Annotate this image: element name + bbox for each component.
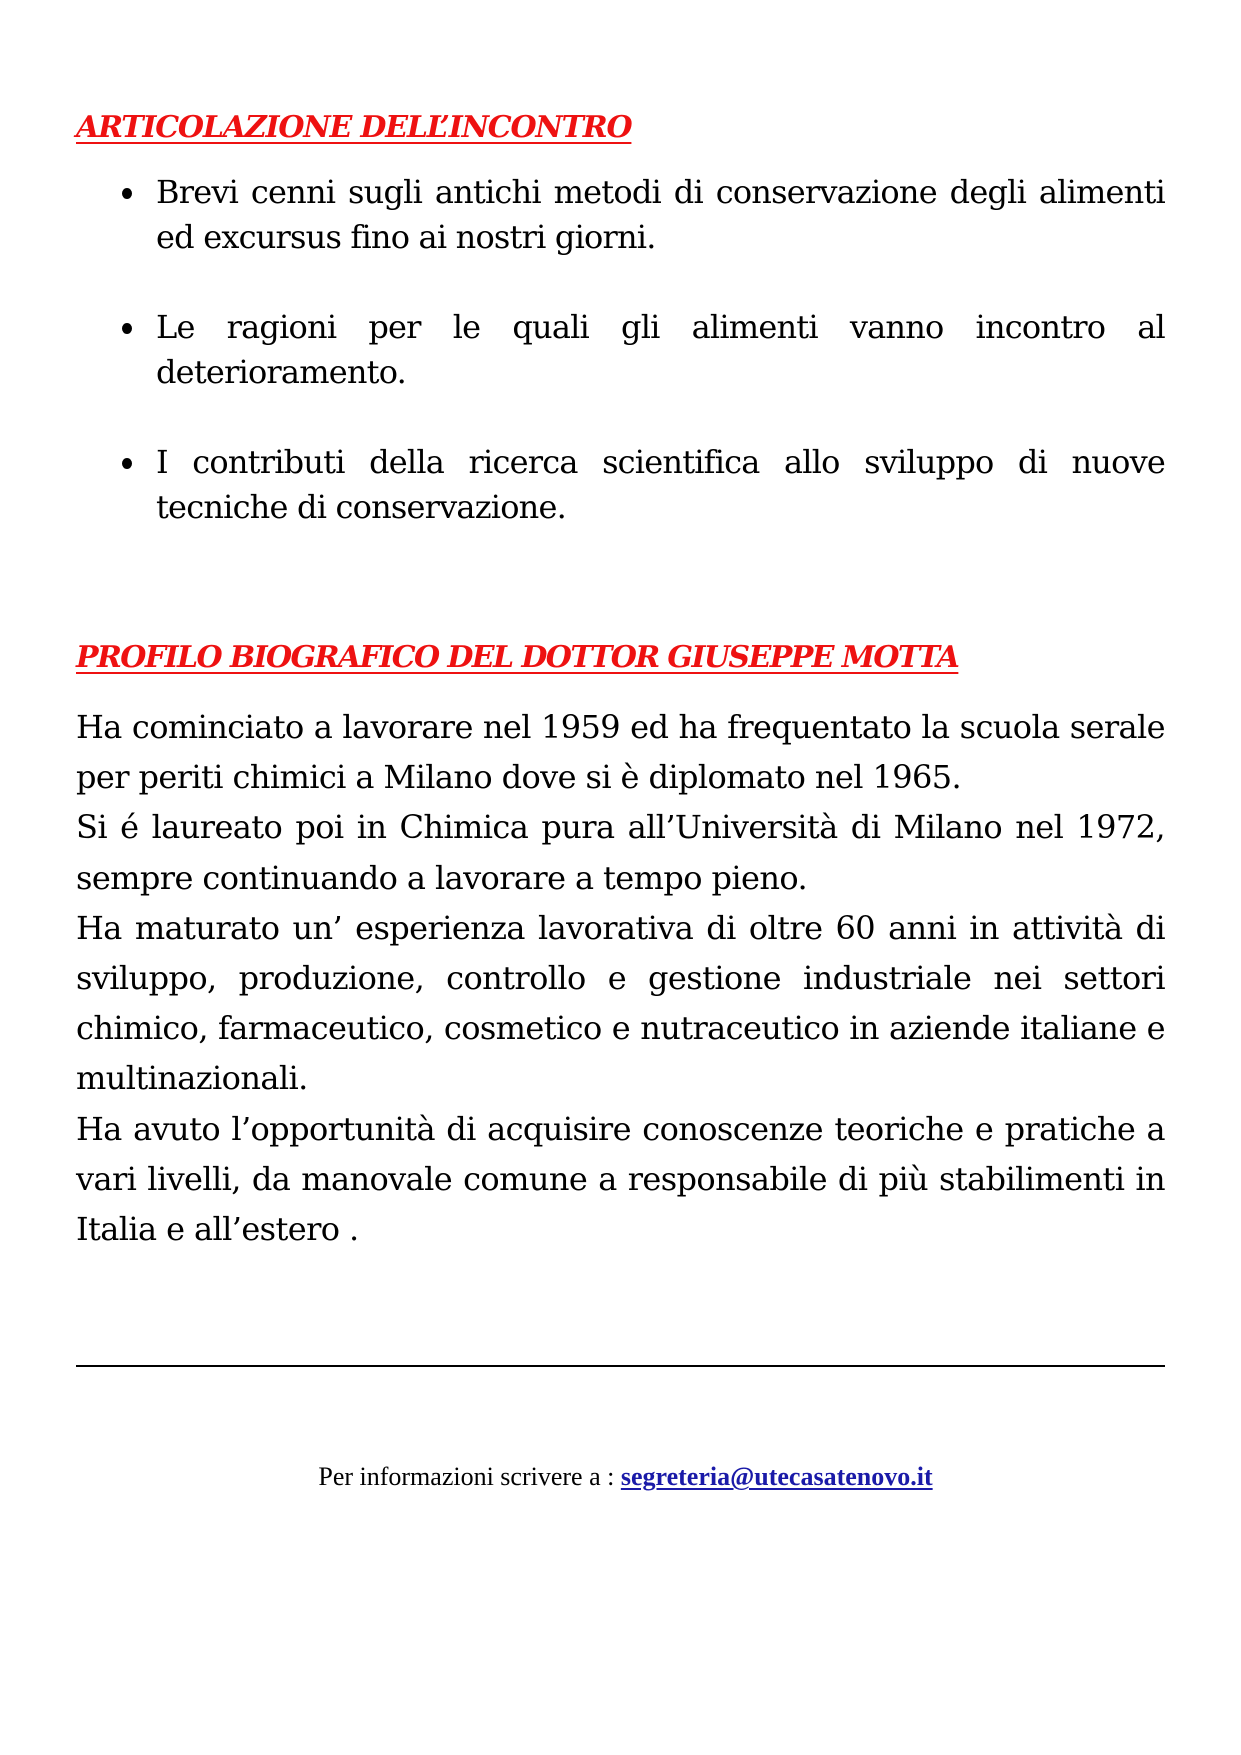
agenda-list [120, 440, 1165, 530]
agenda-list [120, 305, 1165, 395]
agenda-item [120, 305, 1165, 395]
agenda-item [120, 440, 1165, 530]
biography-body [76, 702, 1165, 1254]
agenda-list [120, 170, 1165, 260]
contact-label: Per informazioni scrivere a : [318, 1462, 621, 1491]
biography-heading: PROFILO BIOGRAFICO DEL DOTTOR GIUSEPPE MOTTA [76, 640, 959, 675]
agenda-item-text: Le ragioni per le quali gli alimenti vanno incontro al deterioramento. [156, 308, 1165, 391]
bullet-icon [122, 458, 132, 469]
bullet-icon [122, 323, 132, 334]
agenda-item-text: I contributi della ricerca scientifica allo sviluppo di nuove tecniche di conservazione. [156, 443, 1165, 526]
horizontal-divider [76, 1365, 1165, 1367]
agenda-item-text: Brevi cenni sugli antichi metodi di conservazione degli alimenti ed excursus fino ai nostri giorni. [156, 173, 1165, 256]
biography-paragraph: Si é laureato poi in Chimica pura all’Università di Milano nel 1972, sempre continuando a lavorare a tempo pieno. [76, 808, 1165, 897]
biography-paragraph: Ha maturato un’ esperienza lavorativa di oltre 60 anni in attività di sviluppo, produzione, controllo e gestione industriale nei settori chimico, farmaceutico, cosmetico e nutraceutico in aziende italiane e multinazionali. [76, 908, 1165, 1098]
agenda-heading: ARTICOLAZIONE DELL’INCONTRO [76, 110, 632, 145]
bullet-icon [122, 188, 132, 199]
contact-email-link[interactable]: segreteria@utecasatenovo.it [620, 1462, 933, 1491]
contact-footer [0, 1462, 1241, 1492]
biography-paragraph: Ha avuto l’opportunità di acquisire conoscenze teoriche e pratiche a vari livelli, da manovale comune a responsabile di più stabilimenti in Italia e all’estero . [76, 1109, 1165, 1249]
biography-paragraph: Ha cominciato a lavorare nel 1959 ed ha frequentato la scuola serale per periti chimici a Milano dove si è diplomato nel 1965. [76, 708, 1165, 797]
agenda-item [120, 170, 1165, 260]
